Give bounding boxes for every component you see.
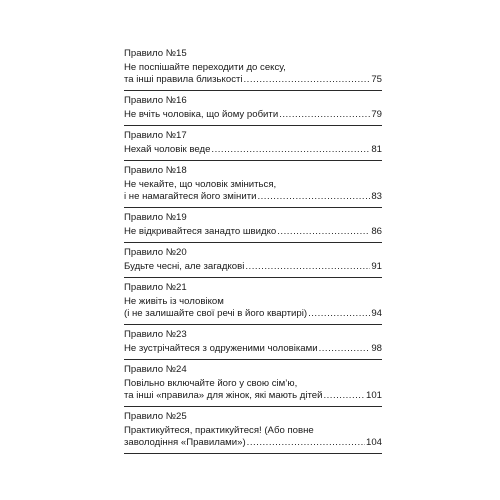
entry-text: та інші «правила» для жінок, які мають дітей bbox=[124, 390, 323, 401]
page-number: 101 bbox=[365, 390, 382, 401]
toc-entry bbox=[124, 126, 382, 161]
entry-title: Правило №24 bbox=[124, 364, 187, 375]
page-number: 91 bbox=[371, 261, 382, 272]
entry-last-line bbox=[124, 144, 382, 156]
dot-leader bbox=[247, 437, 365, 449]
toc-entry bbox=[124, 91, 382, 126]
toc-entry bbox=[124, 243, 382, 278]
page-number: 79 bbox=[371, 109, 382, 120]
entry-title: Правило №18 bbox=[124, 165, 187, 176]
entry-text: Не живіть із чоловіком bbox=[124, 296, 224, 307]
entry-last-line bbox=[124, 437, 382, 449]
entry-title: Правило №23 bbox=[124, 329, 187, 340]
page-number: 98 bbox=[371, 343, 382, 354]
entry-last-line bbox=[124, 74, 382, 86]
dot-leader bbox=[277, 226, 370, 238]
page-number: 81 bbox=[371, 144, 382, 155]
entry-text: Не чекайте, що чоловік зміниться, bbox=[124, 179, 277, 190]
toc-entry bbox=[124, 360, 382, 407]
toc-entry bbox=[124, 407, 382, 454]
entry-text: Будьте чесні, але загадкові bbox=[124, 261, 245, 272]
page-number: 86 bbox=[371, 226, 382, 237]
entry-last-line bbox=[124, 308, 382, 320]
toc-entry bbox=[124, 44, 382, 91]
entry-text: Не зустрічайтеся з одруженими чоловіками bbox=[124, 343, 318, 354]
dot-leader bbox=[257, 191, 370, 203]
entry-text: заволодіння «Правилами») bbox=[124, 437, 246, 448]
dot-leader bbox=[319, 343, 371, 355]
toc-entry bbox=[124, 278, 382, 325]
entry-text: Повільно включайте його у свою сім’ю, bbox=[124, 378, 298, 389]
entry-text: і не намагайтеся його змінити bbox=[124, 191, 257, 202]
entry-last-line bbox=[124, 261, 382, 273]
entry-last-line bbox=[124, 191, 382, 203]
page-number: 75 bbox=[371, 74, 382, 85]
entry-text: (і не залишайте свої речі в його квартирі) bbox=[124, 308, 308, 319]
entry-title: Правило №20 bbox=[124, 247, 187, 258]
dot-leader bbox=[323, 390, 365, 402]
toc-entry bbox=[124, 208, 382, 243]
entry-title: Правило №17 bbox=[124, 130, 187, 141]
toc-entry bbox=[124, 325, 382, 360]
entry-last-line bbox=[124, 226, 382, 238]
page-number: 104 bbox=[365, 437, 382, 448]
dot-leader bbox=[244, 74, 371, 86]
entry-text: та інші правила близькості bbox=[124, 74, 243, 85]
table-of-contents bbox=[124, 44, 382, 454]
entry-text: Нехай чоловік веде bbox=[124, 144, 211, 155]
entry-last-line bbox=[124, 109, 382, 121]
dot-leader bbox=[308, 308, 370, 320]
dot-leader bbox=[245, 261, 370, 273]
page-number: 94 bbox=[371, 308, 382, 319]
dot-leader bbox=[211, 144, 370, 156]
entry-text: Практикуйтеся, практикуйтеся! (Або повне bbox=[124, 425, 314, 436]
dot-leader bbox=[279, 109, 370, 121]
entry-text: Не відкривайтеся занадто швидко bbox=[124, 226, 277, 237]
entry-title: Правило №21 bbox=[124, 282, 187, 293]
entry-text: Не вчіть чоловіка, що йому робити bbox=[124, 109, 279, 120]
entry-title: Правило №16 bbox=[124, 95, 187, 106]
toc-entry bbox=[124, 161, 382, 208]
entry-title: Правило №25 bbox=[124, 411, 187, 422]
entry-last-line bbox=[124, 390, 382, 402]
entry-title: Правило №15 bbox=[124, 48, 187, 59]
entry-title: Правило №19 bbox=[124, 212, 187, 223]
entry-text: Не поспішайте переходити до сексу, bbox=[124, 62, 286, 73]
entry-last-line bbox=[124, 343, 382, 355]
page-number: 83 bbox=[371, 191, 382, 202]
